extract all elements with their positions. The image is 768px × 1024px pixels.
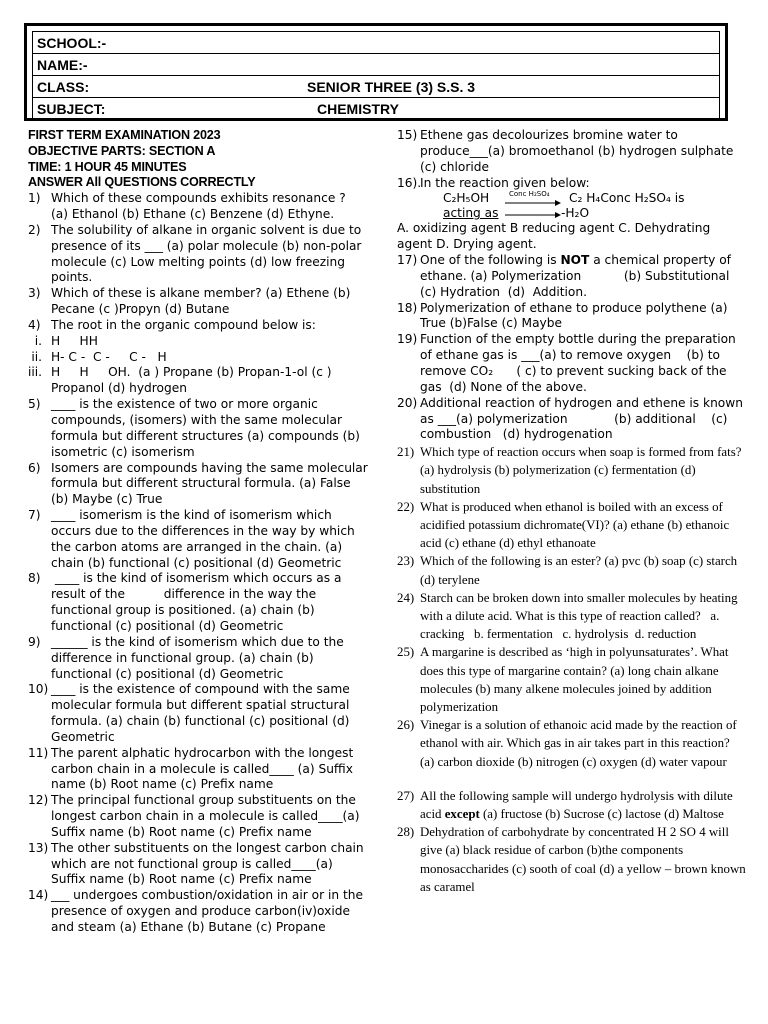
question-text: The parent alphatic hydrocarbon with the longest carbon chain in a molecule is called____ (a) Suffix name (b) Root name (c) Prefix name <box>51 745 354 792</box>
question-text: (a) fructose (b) Sucrose (c) lactose (d) Maltose <box>479 807 724 822</box>
question-text: The solubility of alkane in organic solvent is due to presence of its ___ (a) polar molecule (b) non-polar molecule (c) Low melting points (d) low freezing points. <box>51 222 362 285</box>
question-number: 3) <box>28 286 41 301</box>
question-4 <box>28 318 370 334</box>
question-text: All the following sample will undergo hydrolysis with dilute acid <box>420 788 733 822</box>
question-9 <box>28 635 370 683</box>
question-number: 13) <box>28 840 49 855</box>
question-text: A margarine is described as ‘high in polyunsaturates’. What does this type of margarine contain? (a) long chain alkane molecules (b) many alkene molecules joined by addition polymerization <box>420 645 729 715</box>
time-allowed: TIME: 1 HOUR 45 MINUTES <box>28 159 187 174</box>
question-3 <box>28 286 370 318</box>
question-7 <box>28 508 370 571</box>
question-number: 16). <box>397 175 422 190</box>
question-number: 26) <box>397 718 415 733</box>
question-number: 11) <box>28 745 49 760</box>
question-25 <box>397 643 747 716</box>
header-table <box>32 31 720 120</box>
left-column <box>28 128 370 936</box>
school-label: SCHOOL:- <box>37 34 107 51</box>
name-field <box>33 54 720 76</box>
question-number: 27) <box>397 788 415 803</box>
question-number: 14) <box>28 888 49 903</box>
question-8 <box>28 571 370 634</box>
question-number: 7) <box>28 508 41 523</box>
header-box <box>24 23 728 121</box>
question-21 <box>397 443 747 498</box>
subject-value: CHEMISTRY <box>317 100 399 117</box>
question-text: The other substituents on the longest carbon chain which are not functional group is called____(a) Suffix name (b) Root name (c) Prefix name <box>51 840 364 887</box>
section-title: OBJECTIVE PARTS: SECTION A <box>28 143 216 158</box>
question-number: 9) <box>28 634 41 649</box>
question-text: Which type of reaction occurs when soap is formed from fats? (a) hydrolysis (b) polymerization (c) fermentation (d) substitution <box>420 445 742 496</box>
structure-line-3 <box>28 365 370 397</box>
question-12 <box>28 793 370 841</box>
question-number: 4) <box>28 317 41 332</box>
question-number: 17) <box>397 253 418 268</box>
emphasis-text: NOT <box>560 253 590 268</box>
question-number: 19) <box>397 332 418 347</box>
product-formula: C₂ H₄Conc H₂SO₄ is <box>569 191 685 206</box>
question-13 <box>28 841 370 889</box>
water-removed-text: -H₂O <box>561 206 590 221</box>
structure-line-2 <box>28 350 370 366</box>
class-label: CLASS: <box>37 78 90 95</box>
question-number: 2) <box>28 222 41 237</box>
structure-text: H- C - C - C - H <box>51 349 167 364</box>
question-text: ___ undergoes combustion/oxidation in air or in the presence of oxygen and produce carbon(iv)oxide and steam (a) Ethane (b) Butane (c) Propane <box>51 888 363 934</box>
question-text: In the reaction given below: <box>420 175 590 190</box>
class-field <box>33 76 720 98</box>
question-28 <box>397 823 747 896</box>
question-text: The root in the organic compound below is: <box>51 317 316 332</box>
question-27 <box>397 787 747 823</box>
question-10 <box>28 682 370 745</box>
roman-numeral: i. <box>34 333 42 348</box>
question-text: Vinegar is a solution of ethanoic acid made by the reaction of ethanol with air. Which gas in air takes part in this reaction? (a) carbon dioxide (b) nitrogen (c) oxygen (d) water vapour <box>420 718 737 769</box>
question-15 <box>397 128 747 176</box>
question-5 <box>28 397 370 460</box>
question-number: 18) <box>397 300 418 315</box>
question-1 <box>28 191 370 223</box>
question-26 <box>397 716 747 771</box>
question-text: Which of the following is an ester? (a) pvc (b) soap (c) starch (d) terylene <box>420 554 738 587</box>
question-number: 8) <box>28 571 41 586</box>
question-23 <box>397 552 747 588</box>
question-number: 1) <box>28 191 41 206</box>
question-16 <box>397 176 747 192</box>
question-6 <box>28 461 370 509</box>
question-text: ____ isomerism is the kind of isomerism which occurs due to the differences in the way by which the carbon atoms are arranged in the chain. (a) chain (b) functional (c) positional (d) Geometric <box>51 508 355 570</box>
question-text: One of the following is <box>420 253 561 268</box>
question-text: ____ is the existence of two or more organic compounds, (isomers) with the same molecular formula but different structures (a) compounds (b) isometric (c) isomerism <box>51 397 360 459</box>
question-text: ____ is the kind of isomerism which occurs as a result of the difference in the way the functional group is positioned. (a) chain (b) functional (c) positional (d) Geometric <box>51 571 346 633</box>
reactant-formula: C₂H₅OH <box>443 191 490 206</box>
question-19 <box>397 332 747 395</box>
question-24 <box>397 589 747 644</box>
question-number: 10) <box>28 682 49 697</box>
right-column <box>397 128 747 896</box>
question-20 <box>397 396 747 444</box>
class-value: SENIOR THREE (3) S.S. 3 <box>307 78 476 95</box>
acting-as-text: acting as <box>443 206 499 221</box>
instruction: ANSWER All QUESTIONS CORRECTLY <box>28 175 256 190</box>
question-2 <box>28 223 370 286</box>
question-options: (a) Ethanol (b) Ethane (c) Benzene (d) Ethyne. <box>51 207 335 222</box>
structure-text: H HH <box>51 333 98 348</box>
question-text: Which of these compounds exhibits resonance ? <box>51 191 346 206</box>
question-text: a chemical property of ethane. (a) Polymerization (b) Substitutional (c) Hydration (d) Addition. <box>420 253 745 299</box>
reaction-equation <box>397 191 747 221</box>
question-17 <box>397 253 747 301</box>
question-number: 23) <box>397 554 415 569</box>
question-text: Additional reaction of hydrogen and ethene is known as ___(a) polymerization (b) additional (c) combustion (d) hydrogenation <box>420 395 747 442</box>
question-text: Isomers are compounds having the same molecular formula but different structural formula. (a) False (b) Maybe (c) True <box>51 460 368 507</box>
exam-title: FIRST TERM EXAMINATION 2023 <box>28 128 221 142</box>
structure-text: H H OH. (a ) Propane (b) Propan-1-ol (c ) Propanol (d) hydrogen <box>51 365 336 396</box>
roman-numeral: iii. <box>28 365 43 380</box>
structure-line-1 <box>28 334 370 350</box>
question-text: ______ is the kind of isomerism which due to the difference in functional group. (a) chain (b) functional (c) positional (d) Geometric <box>51 634 344 681</box>
school-field <box>33 32 720 54</box>
roman-numeral: ii. <box>31 349 42 364</box>
question-22 <box>397 498 747 553</box>
question-number: 15) <box>397 128 418 142</box>
question-11 <box>28 746 370 794</box>
emphasis-text: except <box>444 807 480 822</box>
question-number: 24) <box>397 590 415 605</box>
question-text: ____ is the existence of compound with the same molecular formula but different spatial structural formula. (a) chain (b) functional (c) positional (d) Geometric <box>51 682 350 744</box>
subject-field <box>33 98 720 120</box>
question-number: 22) <box>397 499 415 514</box>
question-text: Ethene gas decolourizes bromine water to produce___(a) bromoethanol (b) hydrogen sulphate (c) chloride <box>420 128 734 174</box>
question-options: A. oxidizing agent B reducing agent C. Dehydrating agent D. Drying agent. <box>397 221 711 252</box>
question-number: 21) <box>397 445 415 460</box>
reaction-arrow-icon <box>505 211 561 219</box>
question-text: Starch can be broken down into smaller molecules by heating with a dilute acid. What is this type of reaction called? a. cracking b. fermentation c. hydrolysis d. reduction <box>420 590 741 642</box>
question-text: Polymerization of ethane to produce polythene (a) True (b)False (c) Maybe <box>420 300 728 331</box>
question-number: 12) <box>28 793 49 808</box>
subject-label: SUBJECT: <box>37 100 106 117</box>
question-number: 20) <box>397 395 418 410</box>
question-number: 25) <box>397 645 415 660</box>
question-number: 6) <box>28 460 41 475</box>
name-label: NAME:- <box>37 56 88 73</box>
question-number: 28) <box>397 825 415 840</box>
question-18 <box>397 301 747 333</box>
question-number: 5) <box>28 397 41 412</box>
question-14 <box>28 888 370 936</box>
question-text: What is produced when ethanol is boiled with an excess of acidified potassium dichromate(VI)? (a) ethane (b) ethanoic acid (c) ethane (d) ethyl ethanoate <box>420 499 730 551</box>
question-text: Dehydration of carbohydrate by concentrated H 2 SO 4 will give (a) black residue of carbon (b)the components monosaccharides (c) sooth of coal (d) a yellow – brown known as caramel <box>420 825 746 894</box>
reaction-arrow-icon <box>505 199 561 207</box>
question-text: Function of the empty bottle during the preparation of ethane gas is ___(a) to remove oxygen (b) to remove CO₂ ( c) to prevent sucking back of the gas (d) None of the above. <box>420 332 740 394</box>
arrow-label: Conc H₂SO₄ <box>509 190 550 199</box>
question-text: The principal functional group substituents on the longest carbon chain in a molecule is called____(a) Suffix name (b) Root name (c) Prefix name <box>51 793 360 839</box>
question-text: Which of these is alkane member? (a) Ethene (b) Pecane (c )Propyn (d) Butane <box>51 286 351 317</box>
